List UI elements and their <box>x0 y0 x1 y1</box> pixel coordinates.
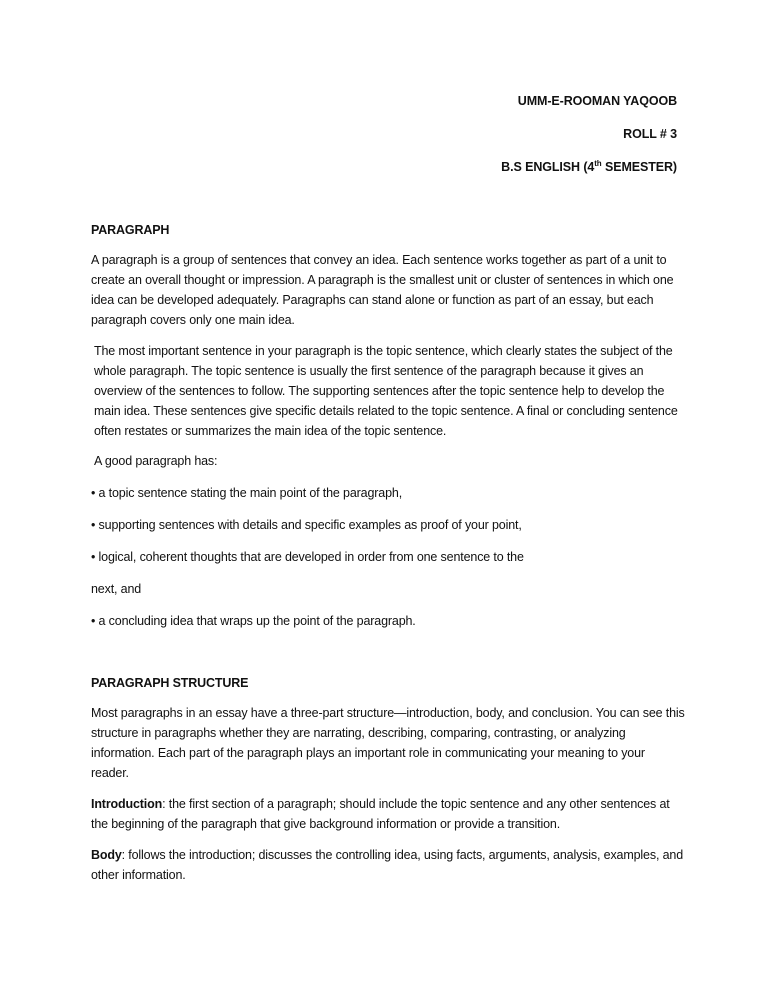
list-item: • a topic sentence stating the main point of the paragraph, <box>91 486 403 500</box>
document-body <box>91 222 686 896</box>
program-line <box>501 159 677 192</box>
section-heading-paragraph: PARAGRAPH <box>91 223 170 237</box>
introduction-text: : the first section of a paragraph; should include the topic sentence and any other sentences at the beginning of the paragraph that give background information or provide a transition. <box>91 797 670 831</box>
paragraph-introduction <box>91 794 686 834</box>
body-text: : follows the introduction; discusses the controlling idea, using facts, arguments, analysis, examples, and other information. <box>91 848 683 882</box>
program-prefix: B.S ENGLISH (4 <box>501 160 595 174</box>
section-heading-structure: PARAGRAPH STRUCTURE <box>91 676 249 690</box>
author-name: UMM-E-ROOMAN YAQOOB <box>517 94 677 108</box>
section-spacer <box>91 644 686 675</box>
author-header <box>501 93 677 192</box>
list-intro: A good paragraph has: <box>94 454 218 468</box>
paragraph-body <box>91 845 686 885</box>
introduction-term: Introduction <box>91 797 163 811</box>
body-term: Body <box>91 848 122 862</box>
list-item: • logical, coherent thoughts that are developed in order from one sentence to the <box>91 550 524 564</box>
paragraph-definition: A paragraph is a group of sentences that convey an idea. Each sentence works together as part of a unit to create an overall thought or impression. A paragraph is the smallest unit or cluster of sentences in which one idea can be developed adequately. Paragraphs can stand alone or function as part of an essay, but each paragraph covers only one main idea. <box>91 253 674 327</box>
paragraph-topic-sentence: The most important sentence in your paragraph is the topic sentence, which clearly states the subject of the whole paragraph. The topic sentence is usually the first sentence of the paragraph because it gives an overview of the sentences to follow. The supporting sentences after the topic sentence help to develop the main idea. These sentences give specific details related to the topic sentence. A final or concluding sentence often restates or summarizes the main idea of the topic sentence. <box>94 344 678 438</box>
program-superscript: th <box>594 158 602 168</box>
list-item: • a concluding idea that wraps up the point of the paragraph. <box>91 614 416 628</box>
roll-number: ROLL # 3 <box>623 127 677 141</box>
list-item: next, and <box>91 582 142 596</box>
program-suffix: SEMESTER) <box>601 160 677 174</box>
list-item: • supporting sentences with details and specific examples as proof of your point, <box>91 518 522 532</box>
paragraph-structure-overview: Most paragraphs in an essay have a three-part structure—introduction, body, and conclusion. You can see this structure in paragraphs whether they are narrating, describing, comparing, contrasting, or analyzing information. Each part of the paragraph plays an important role in communicating your meaning to your reader. <box>91 706 685 780</box>
